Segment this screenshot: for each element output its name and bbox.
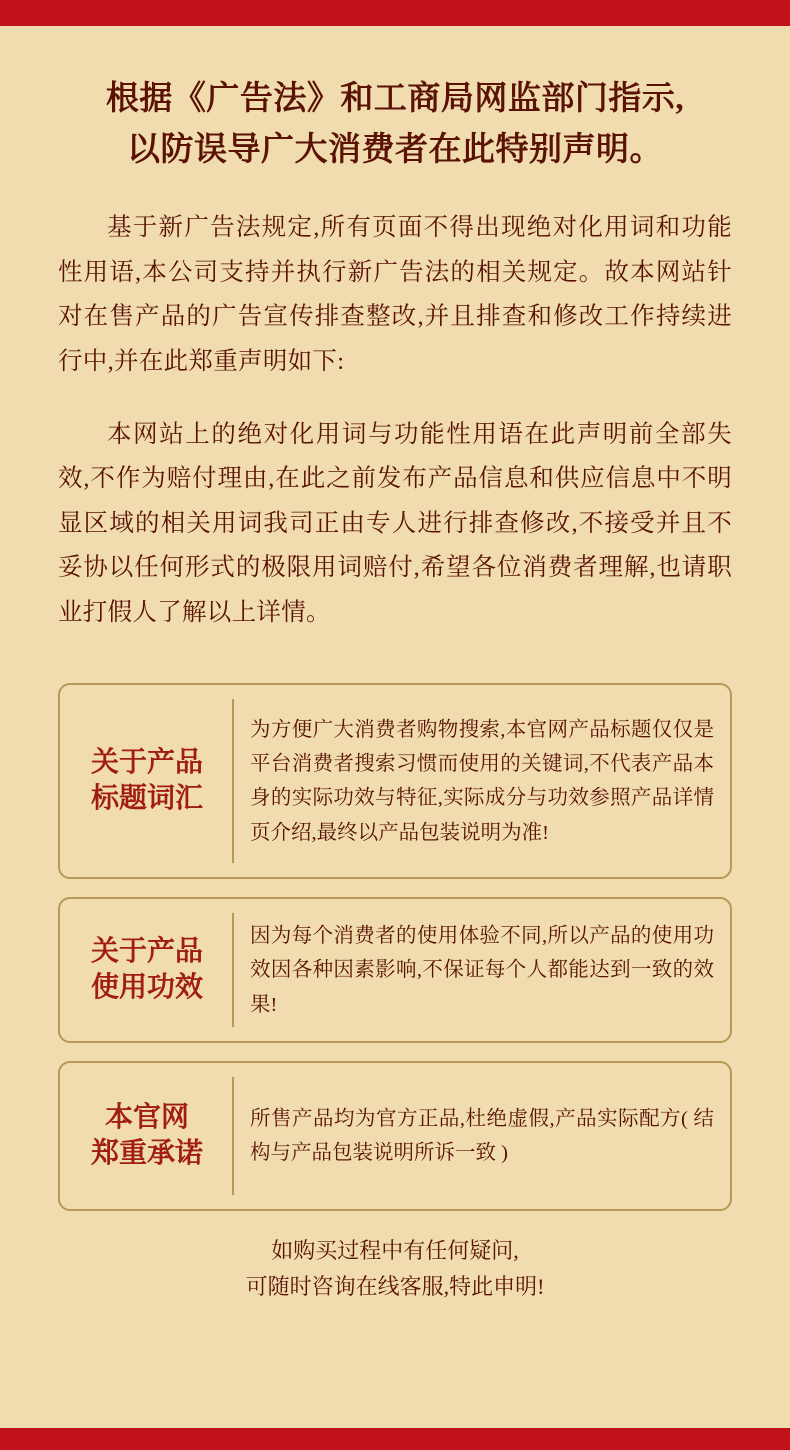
notice-card-title-line-2: 使用功效 xyxy=(90,972,203,1004)
top-red-bar xyxy=(0,0,790,26)
page-title-line-1: 根据《广告法》和工商局网监部门指示, xyxy=(105,81,685,117)
notice-card-title-line-1: 关于产品 xyxy=(90,936,203,968)
bottom-red-bar xyxy=(0,1428,790,1450)
statement-paragraph-2: 本网站上的绝对化用词与功能性用语在此声明前全部失效,不作为赔付理由,在此之前发布产品信息和供应信息中不明显区域的相关用词我司正由专人进行排查修改,不接受并且不妥协以任何形式的极限用词赔付,希望各位消费者理解,也请职业打假人了解以上详情。 xyxy=(58,420,732,626)
notice-card-title xyxy=(72,699,234,863)
notice-card-title-line-2: 郑重承诺 xyxy=(90,1138,203,1170)
notice-card-body: 因为每个消费者的使用体验不同,所以产品的使用功效因各种因素影响,不保证每个人都能达到一致的效果! xyxy=(250,924,714,1016)
notice-card-title xyxy=(72,1077,234,1195)
statement-panel xyxy=(0,26,790,1428)
statement-paragraph-1: 基于新广告法规定,所有页面不得出现绝对化用词和功能性用语,本公司支持并执行新广告法的相关规定。故本网站针对在售产品的广告宣传排查整改,并且排查和修改工作持续进行中,并在此郑重声明如下: xyxy=(58,214,732,376)
notice-card-product-title xyxy=(58,683,732,879)
notice-card-title-line-2: 标题词汇 xyxy=(90,783,203,815)
notice-card-title-line-1: 关于产品 xyxy=(90,747,203,779)
notice-card-body: 所售产品均为官方正品,杜绝虚假,产品实际配方( 结构与产品包装说明所诉一致 ) xyxy=(250,1108,714,1165)
page-title-line-2: 以防误导广大消费者在此特别声明。 xyxy=(127,132,663,169)
footer-note xyxy=(58,1233,732,1303)
notice-card-title xyxy=(72,913,234,1027)
notice-card-list xyxy=(58,683,732,1211)
notice-card-official-promise xyxy=(58,1061,732,1211)
notice-card-product-effect xyxy=(58,897,732,1043)
notice-card-title-line-1: 本官网 xyxy=(104,1102,189,1134)
footer-note-line-2: 可随时咨询在线客服,特此申明! xyxy=(245,1273,545,1299)
page-title xyxy=(58,26,732,176)
notice-card-body: 为方便广大消费者购物搜索,本官网产品标题仅仅是平台消费者搜索习惯而使用的关键词,不代表产品本身的实际功效与特征,实际成分与功效参照产品详情页介绍,最终以产品包装说明为准! xyxy=(250,718,714,844)
footer-note-line-1: 如购买过程中有任何疑问, xyxy=(271,1238,519,1264)
